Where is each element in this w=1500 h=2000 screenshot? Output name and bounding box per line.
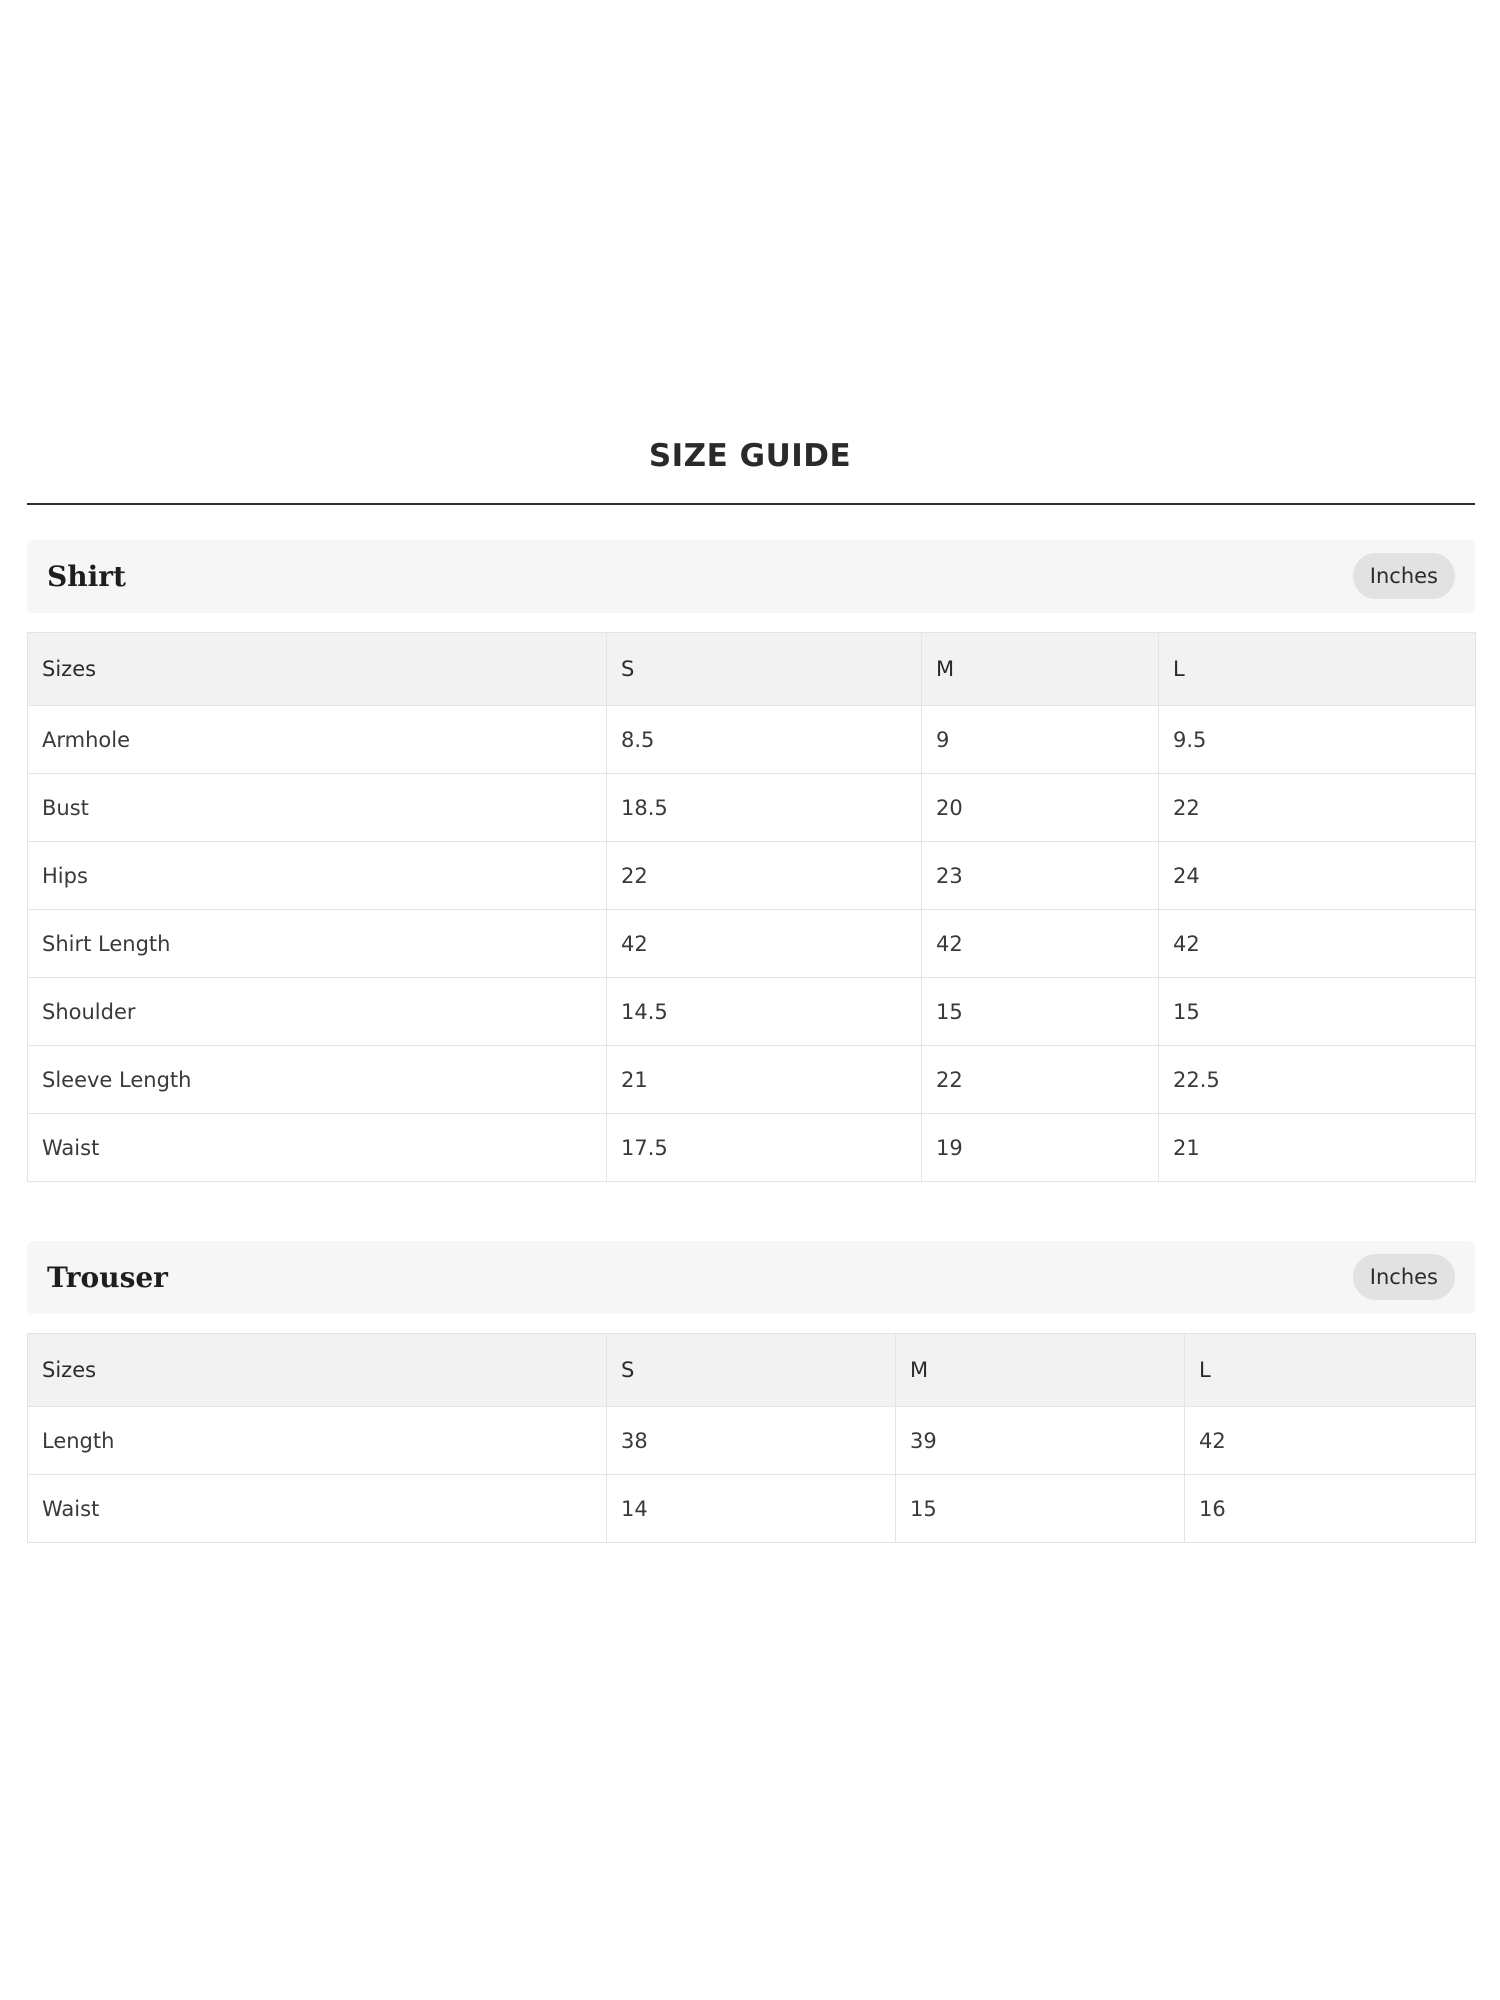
table-cell: 22 [922,1046,1159,1114]
table-row [28,1046,1476,1114]
table-cell: 39 [896,1407,1185,1475]
table-cell: 14.5 [607,978,922,1046]
table-cell: 9.5 [1159,706,1476,774]
unit-toggle-shirt[interactable]: Inches [1353,553,1455,599]
table-cell: 23 [922,842,1159,910]
table-row [28,706,1476,774]
trouser-section-header [27,1241,1475,1314]
table-row [28,1407,1476,1475]
table-row [28,774,1476,842]
shirt-section-header [27,540,1475,613]
column-header-m: M [922,633,1159,706]
table-cell: 42 [922,910,1159,978]
table-cell: 19 [922,1114,1159,1182]
row-label: Length [28,1407,607,1475]
section-title-shirt: Shirt [47,560,126,593]
column-header-s: S [607,1334,896,1407]
table-cell: 16 [1185,1475,1476,1543]
trouser-size-table [27,1333,1476,1543]
column-header-s: S [607,633,922,706]
row-label: Waist [28,1114,607,1182]
table-row [28,1475,1476,1543]
row-label: Hips [28,842,607,910]
row-label: Shirt Length [28,910,607,978]
table-row [28,910,1476,978]
table-cell: 21 [1159,1114,1476,1182]
row-label: Shoulder [28,978,607,1046]
table-header-row [28,633,1476,706]
shirt-section [27,540,1475,1182]
table-cell: 24 [1159,842,1476,910]
table-cell: 42 [607,910,922,978]
page-title: SIZE GUIDE [648,438,852,474]
title-divider [27,503,1475,505]
table-cell: 42 [1159,910,1476,978]
column-header-sizes: Sizes [28,633,607,706]
column-header-sizes: Sizes [28,1334,607,1407]
table-cell: 15 [1159,978,1476,1046]
table-cell: 14 [607,1475,896,1543]
row-label: Sleeve Length [28,1046,607,1114]
table-cell: 22.5 [1159,1046,1476,1114]
row-label: Bust [28,774,607,842]
table-cell: 15 [896,1475,1185,1543]
table-cell: 15 [922,978,1159,1046]
table-cell: 9 [922,706,1159,774]
table-cell: 38 [607,1407,896,1475]
section-title-trouser: Trouser [47,1261,168,1294]
table-cell: 17.5 [607,1114,922,1182]
row-label: Waist [28,1475,607,1543]
row-label: Armhole [28,706,607,774]
table-cell: 22 [607,842,922,910]
table-cell: 20 [922,774,1159,842]
unit-toggle-trouser[interactable]: Inches [1353,1254,1455,1300]
table-cell: 21 [607,1046,922,1114]
table-cell: 8.5 [607,706,922,774]
table-cell: 22 [1159,774,1476,842]
shirt-size-table [27,632,1476,1182]
table-header-row [28,1334,1476,1407]
column-header-l: L [1159,633,1476,706]
table-row [28,1114,1476,1182]
table-row [28,842,1476,910]
table-cell: 18.5 [607,774,922,842]
column-header-l: L [1185,1334,1476,1407]
table-row [28,978,1476,1046]
table-cell: 42 [1185,1407,1476,1475]
trouser-section [27,1241,1475,1543]
column-header-m: M [896,1334,1185,1407]
